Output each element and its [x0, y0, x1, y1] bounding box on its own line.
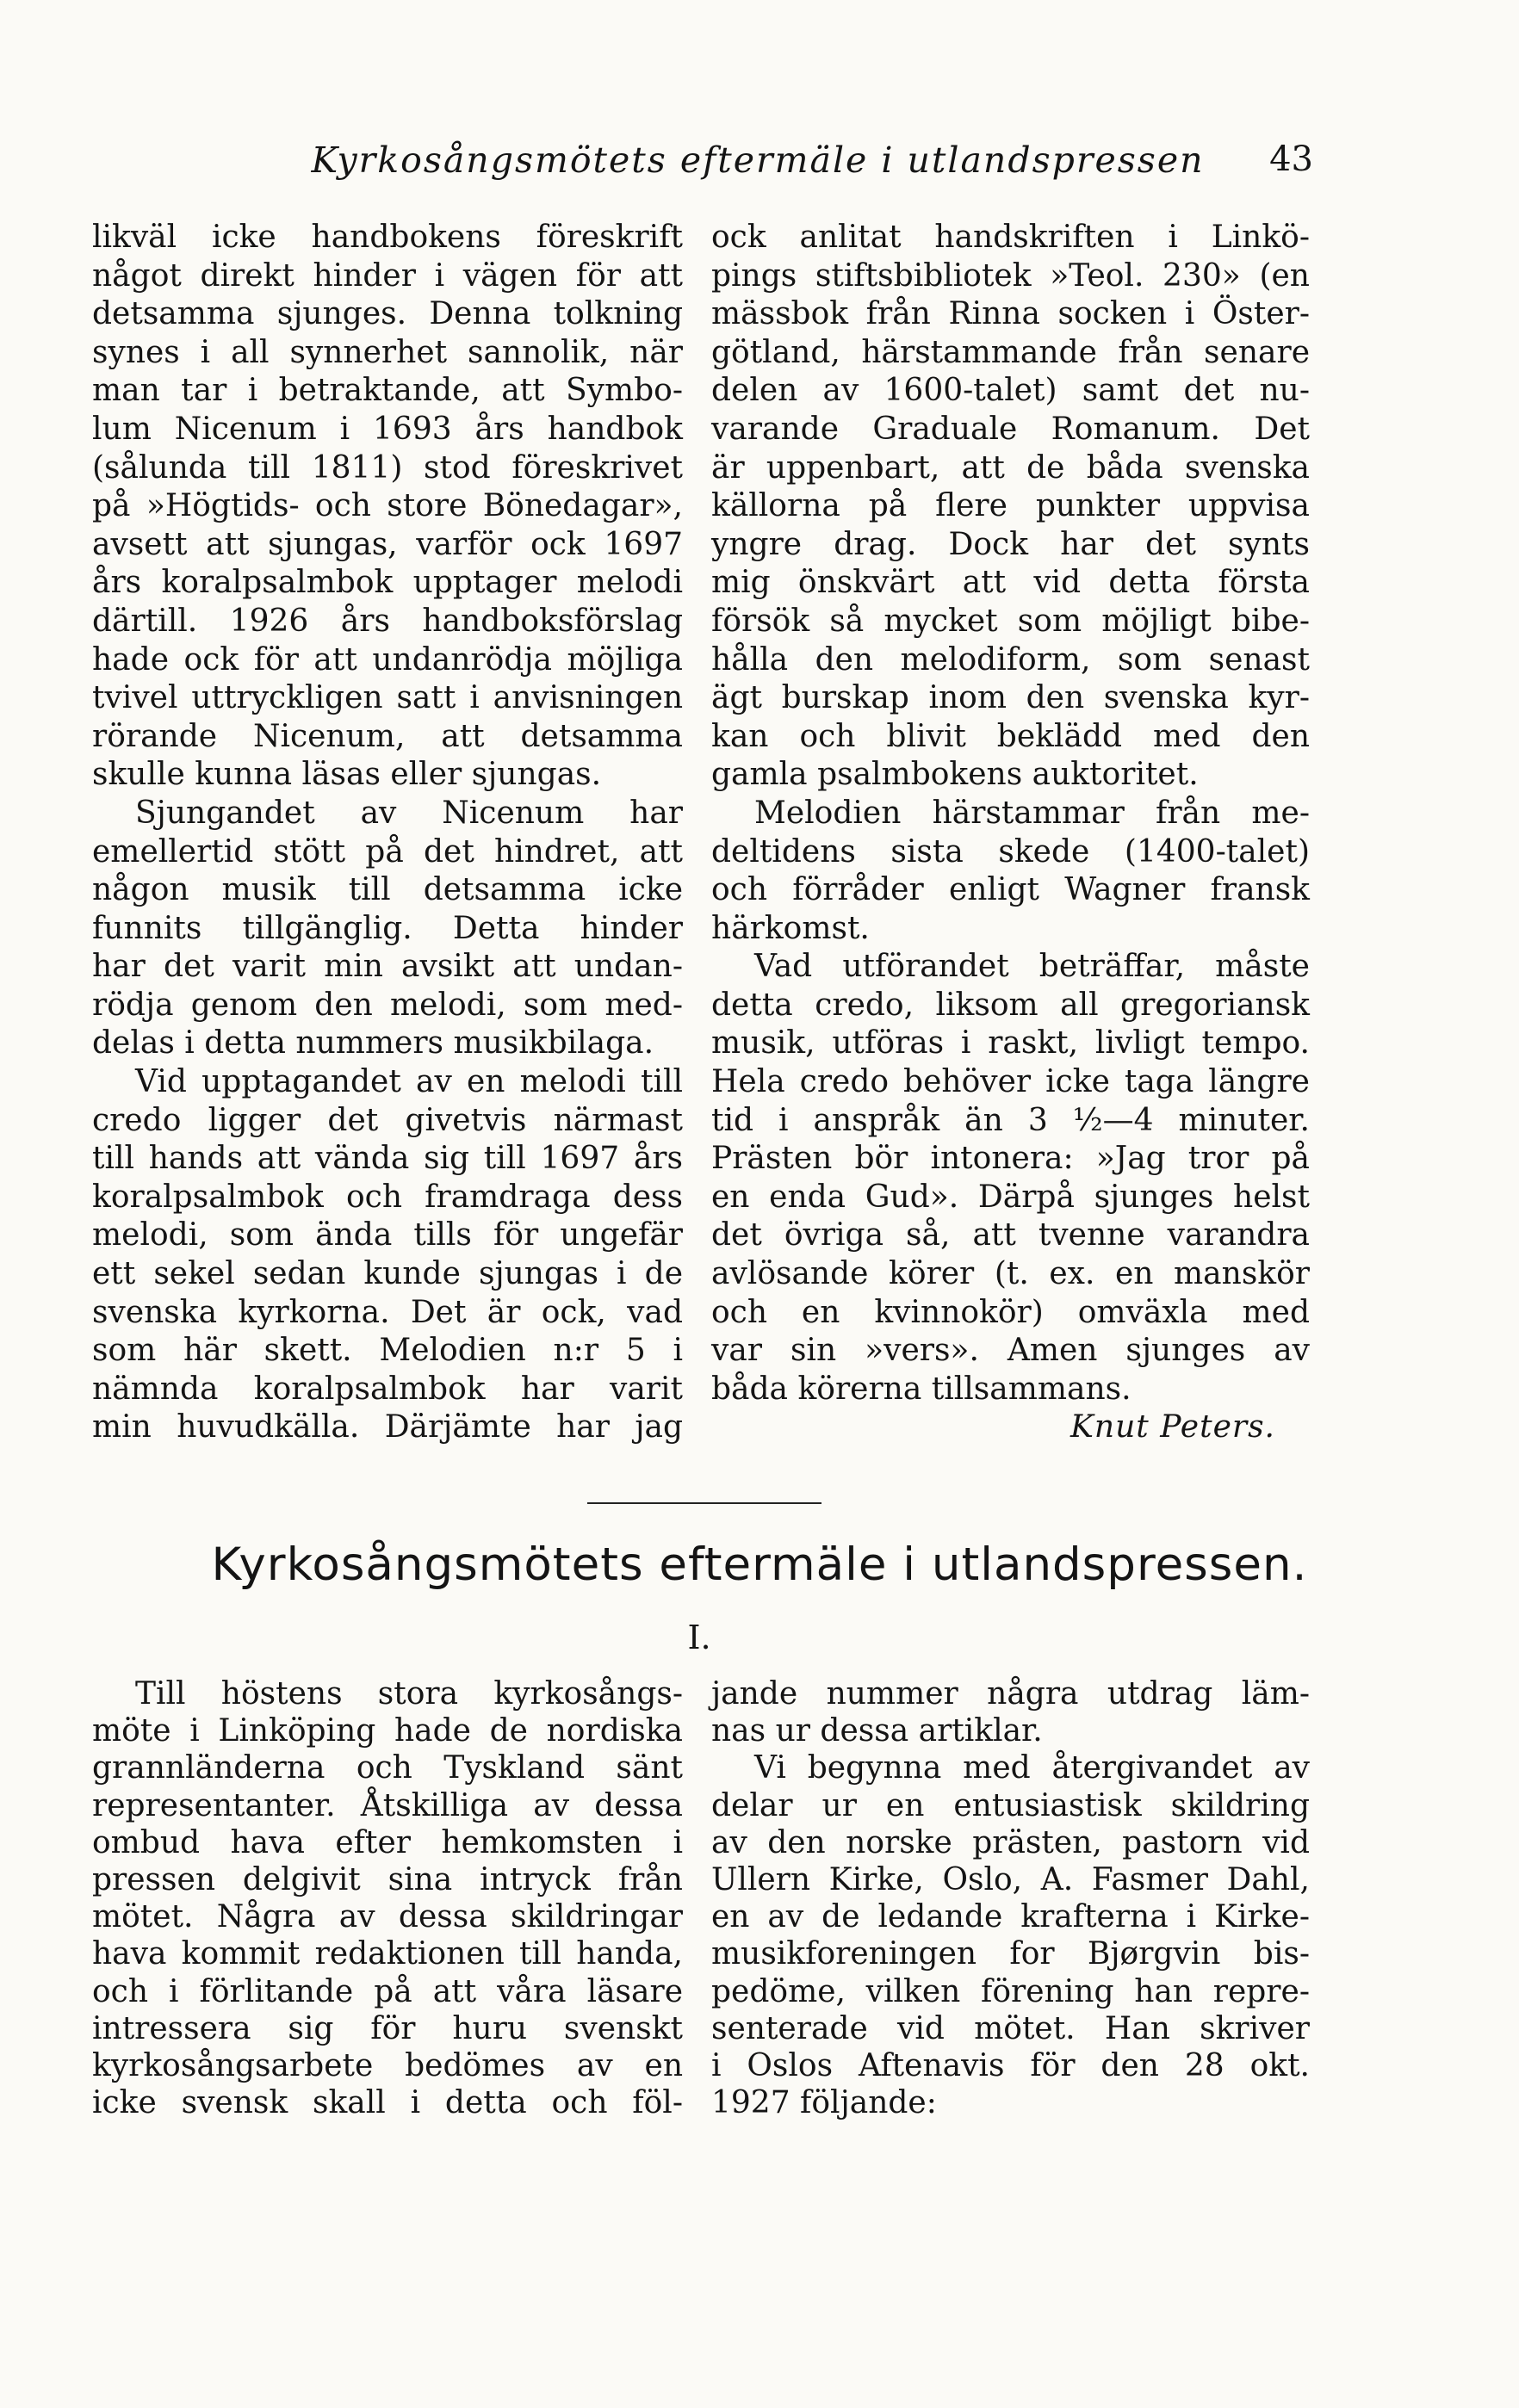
text-line: pressen delgivit sina intryck från [92, 1862, 683, 1898]
text-line: pings stiftsbibliotek »Teol. 230» (en [711, 257, 1310, 294]
text-line: mig önskvärt att vid detta första [711, 565, 1310, 601]
text-line: års koralpsalmbok upptager melodi [92, 565, 683, 601]
text-line: Prästen bör intonera: »Jag tror på [711, 1141, 1310, 1177]
text-line: senterade vid mötet. Han skriver [711, 2010, 1310, 2046]
text-line: (sålunda till 1811) stod föreskrivet [92, 449, 683, 486]
section-number: I. [687, 1619, 711, 1656]
text-line: en av de ledande krafterna i Kirke- [711, 1899, 1310, 1935]
text-line: ägt burskap inom den svenska kyr- [711, 680, 1310, 716]
text-line: koralpsalmbok och framdraga dess [92, 1179, 683, 1215]
text-line: delar ur en entusiastisk skildring [711, 1787, 1310, 1823]
text-line: till hands att vända sig till 1697 års [92, 1141, 683, 1177]
text-line: delen av 1600-talet) samt det nu- [711, 373, 1310, 409]
text-line: nas ur dessa artiklar. [711, 1713, 1043, 1749]
text-line: delas i detta nummers musikbilaga. [92, 1025, 654, 1062]
paragraph [92, 795, 683, 1063]
text-line: var sin »vers». Amen sjunges av [711, 1333, 1310, 1369]
text-line: härkomst. [711, 910, 870, 946]
paragraph [711, 948, 1310, 1408]
paragraph [711, 1675, 1310, 1749]
text-line: tvivel uttryckligen satt i anvisningen [92, 680, 683, 716]
text-line: mötet. Några av dessa skildringar [92, 1899, 683, 1935]
text-line: götland, härstammande från senare [711, 334, 1310, 370]
text-line: en enda Gud». Därpå sjunges helst [711, 1179, 1310, 1215]
text-line: musikforeningen for Bjørgvin bis- [711, 1936, 1310, 1972]
text-line: hålla den melodiform, som senast [711, 641, 1310, 678]
author-signature: Knut Peters. [1070, 1409, 1275, 1445]
paragraph [711, 219, 1310, 795]
text-line: intressera sig för huru svenskt [92, 2010, 683, 2046]
section-divider-rule [587, 1502, 822, 1504]
text-line: svenska kyrkorna. Det är ock, vad [92, 1294, 683, 1330]
text-line: ock anlitat handskriften i Linkö- [711, 220, 1310, 255]
text-line: melodi, som ända tills för ungefär [92, 1217, 683, 1254]
text-line: Till höstens stora kyrkosångs- [135, 1676, 683, 1712]
text-line: någon musik till detsamma icke [92, 872, 683, 908]
text-line: och i förlitande på att våra läsare [92, 1973, 683, 2009]
text-line: Vid upptagandet av en melodi till [135, 1064, 683, 1100]
text-line: avlösande körer (t. ex. en manskör [711, 1256, 1310, 1292]
text-line: är uppenbart, att de båda svenska [711, 449, 1310, 486]
article-column-left-bottom [92, 1675, 683, 2121]
text-line: hade ock för att undanrödja möjliga [92, 641, 683, 678]
text-line: båda körerna tillsammans. [711, 1371, 1132, 1407]
paragraph [92, 219, 683, 795]
article-column-right-top [711, 219, 1310, 1447]
text-line: något direkt hinder i vägen för att [92, 257, 683, 294]
text-line: man tar i betraktande, att Symbo- [92, 373, 683, 409]
text-line: icke svensk skall i detta och föl- [92, 2085, 683, 2121]
text-line: skulle kunna läsas eller sjungas. [92, 757, 602, 793]
paragraph [711, 795, 1310, 948]
text-line: pedöme, vilken förening han repre- [711, 1973, 1310, 2009]
text-line: yngre drag. Dock har det synts [711, 526, 1310, 562]
text-line: nämnda koralpsalmbok har varit [92, 1371, 683, 1407]
text-line: och förråder enligt Wagner fransk [711, 872, 1310, 908]
text-line: detsamma sjunges. Denna tolkning [92, 296, 683, 332]
text-line: i Oslos Aftenavis för den 28 okt. [711, 2048, 1310, 2084]
text-line: därtill. 1926 års handboksförslag [92, 603, 683, 639]
text-line: mässbok från Rinna socken i Öster- [711, 296, 1310, 332]
text-line: Vi begynna med återgivandet av [754, 1750, 1310, 1786]
text-line: och en kvinnokör) omväxla med [711, 1294, 1310, 1330]
text-line: som här skett. Melodien n:r 5 i [92, 1333, 683, 1369]
text-line: deltidens sista skede (1400-talet) [711, 833, 1310, 870]
section-title: Kyrkosångsmötets eftermäle i utlandspressen. [211, 1538, 1308, 1591]
text-line: avsett att sjungas, varför ock 1697 [92, 526, 683, 562]
page-number: 43 [1269, 139, 1313, 179]
text-line: detta credo, liksom all gregoriansk [711, 987, 1310, 1023]
paragraph [92, 1675, 683, 2121]
text-line: av den norske prästen, pastorn vid [711, 1824, 1310, 1860]
text-line: musik, utföras i raskt, livligt tempo. [711, 1025, 1310, 1062]
text-line: det övriga så, att tvenne varandra [711, 1217, 1310, 1254]
running-header-title: Kyrkosångsmötets eftermäle i utlandspressen [311, 139, 1205, 181]
text-line: kan och blivit beklädd med den [711, 718, 1310, 754]
paragraph [711, 1749, 1310, 2121]
article-column-left-top [92, 219, 683, 1447]
text-line: likväl icke handbokens föreskrift [92, 220, 683, 255]
text-line: varande Graduale Romanum. Det [711, 411, 1310, 447]
text-line: ett sekel sedan kunde sjungas i de [92, 1256, 683, 1292]
text-line: försök så mycket som möjligt bibe- [711, 603, 1310, 639]
text-line: på »Högtids- och store Bönedagar», [92, 488, 683, 524]
text-line: jande nummer några utdrag läm- [711, 1676, 1310, 1712]
text-line: grannländerna och Tyskland sänt [92, 1750, 683, 1786]
text-line: ombud hava efter hemkomsten i [92, 1824, 683, 1860]
text-line: Sjungandet av Nicenum har [135, 795, 683, 831]
text-line: Ullern Kirke, Oslo, A. Fasmer Dahl, [711, 1862, 1310, 1898]
text-line: credo ligger det givetvis närmast [92, 1102, 683, 1138]
text-line: hava kommit redaktionen till handa, [92, 1936, 683, 1972]
text-line: min huvudkälla. Därjämte har jag [92, 1409, 683, 1445]
text-line: källorna på flere punkter uppvisa [711, 488, 1310, 524]
text-line: rörande Nicenum, att detsamma [92, 718, 683, 754]
text-line: representanter. Åtskilliga av dessa [92, 1787, 683, 1823]
text-line: Melodien härstammar från me- [754, 795, 1310, 831]
text-line: emellertid stött på det hindret, att [92, 833, 683, 870]
text-line: rödja genom den melodi, som med- [92, 987, 683, 1023]
text-line: Vad utförandet beträffar, måste [754, 949, 1310, 985]
article-column-right-bottom [711, 1675, 1310, 2121]
paragraph [92, 1063, 683, 1447]
text-line: 1927 följande: [711, 2085, 937, 2121]
text-line: gamla psalmbokens auktoritet. [711, 757, 1199, 793]
text-line: Hela credo behöver icke taga längre [711, 1064, 1310, 1100]
text-line: synes i all synnerhet sannolik, när [92, 334, 683, 370]
text-line: kyrkosångsarbete bedömes av en [92, 2048, 683, 2084]
text-line: har det varit min avsikt att undan- [92, 949, 683, 985]
text-line: funnits tillgänglig. Detta hinder [92, 910, 683, 946]
text-line: möte i Linköping hade de nordiska [92, 1713, 683, 1749]
text-line: lum Nicenum i 1693 års handbok [92, 411, 683, 447]
text-line: tid i anspråk än 3 ½—4 minuter. [711, 1102, 1310, 1138]
